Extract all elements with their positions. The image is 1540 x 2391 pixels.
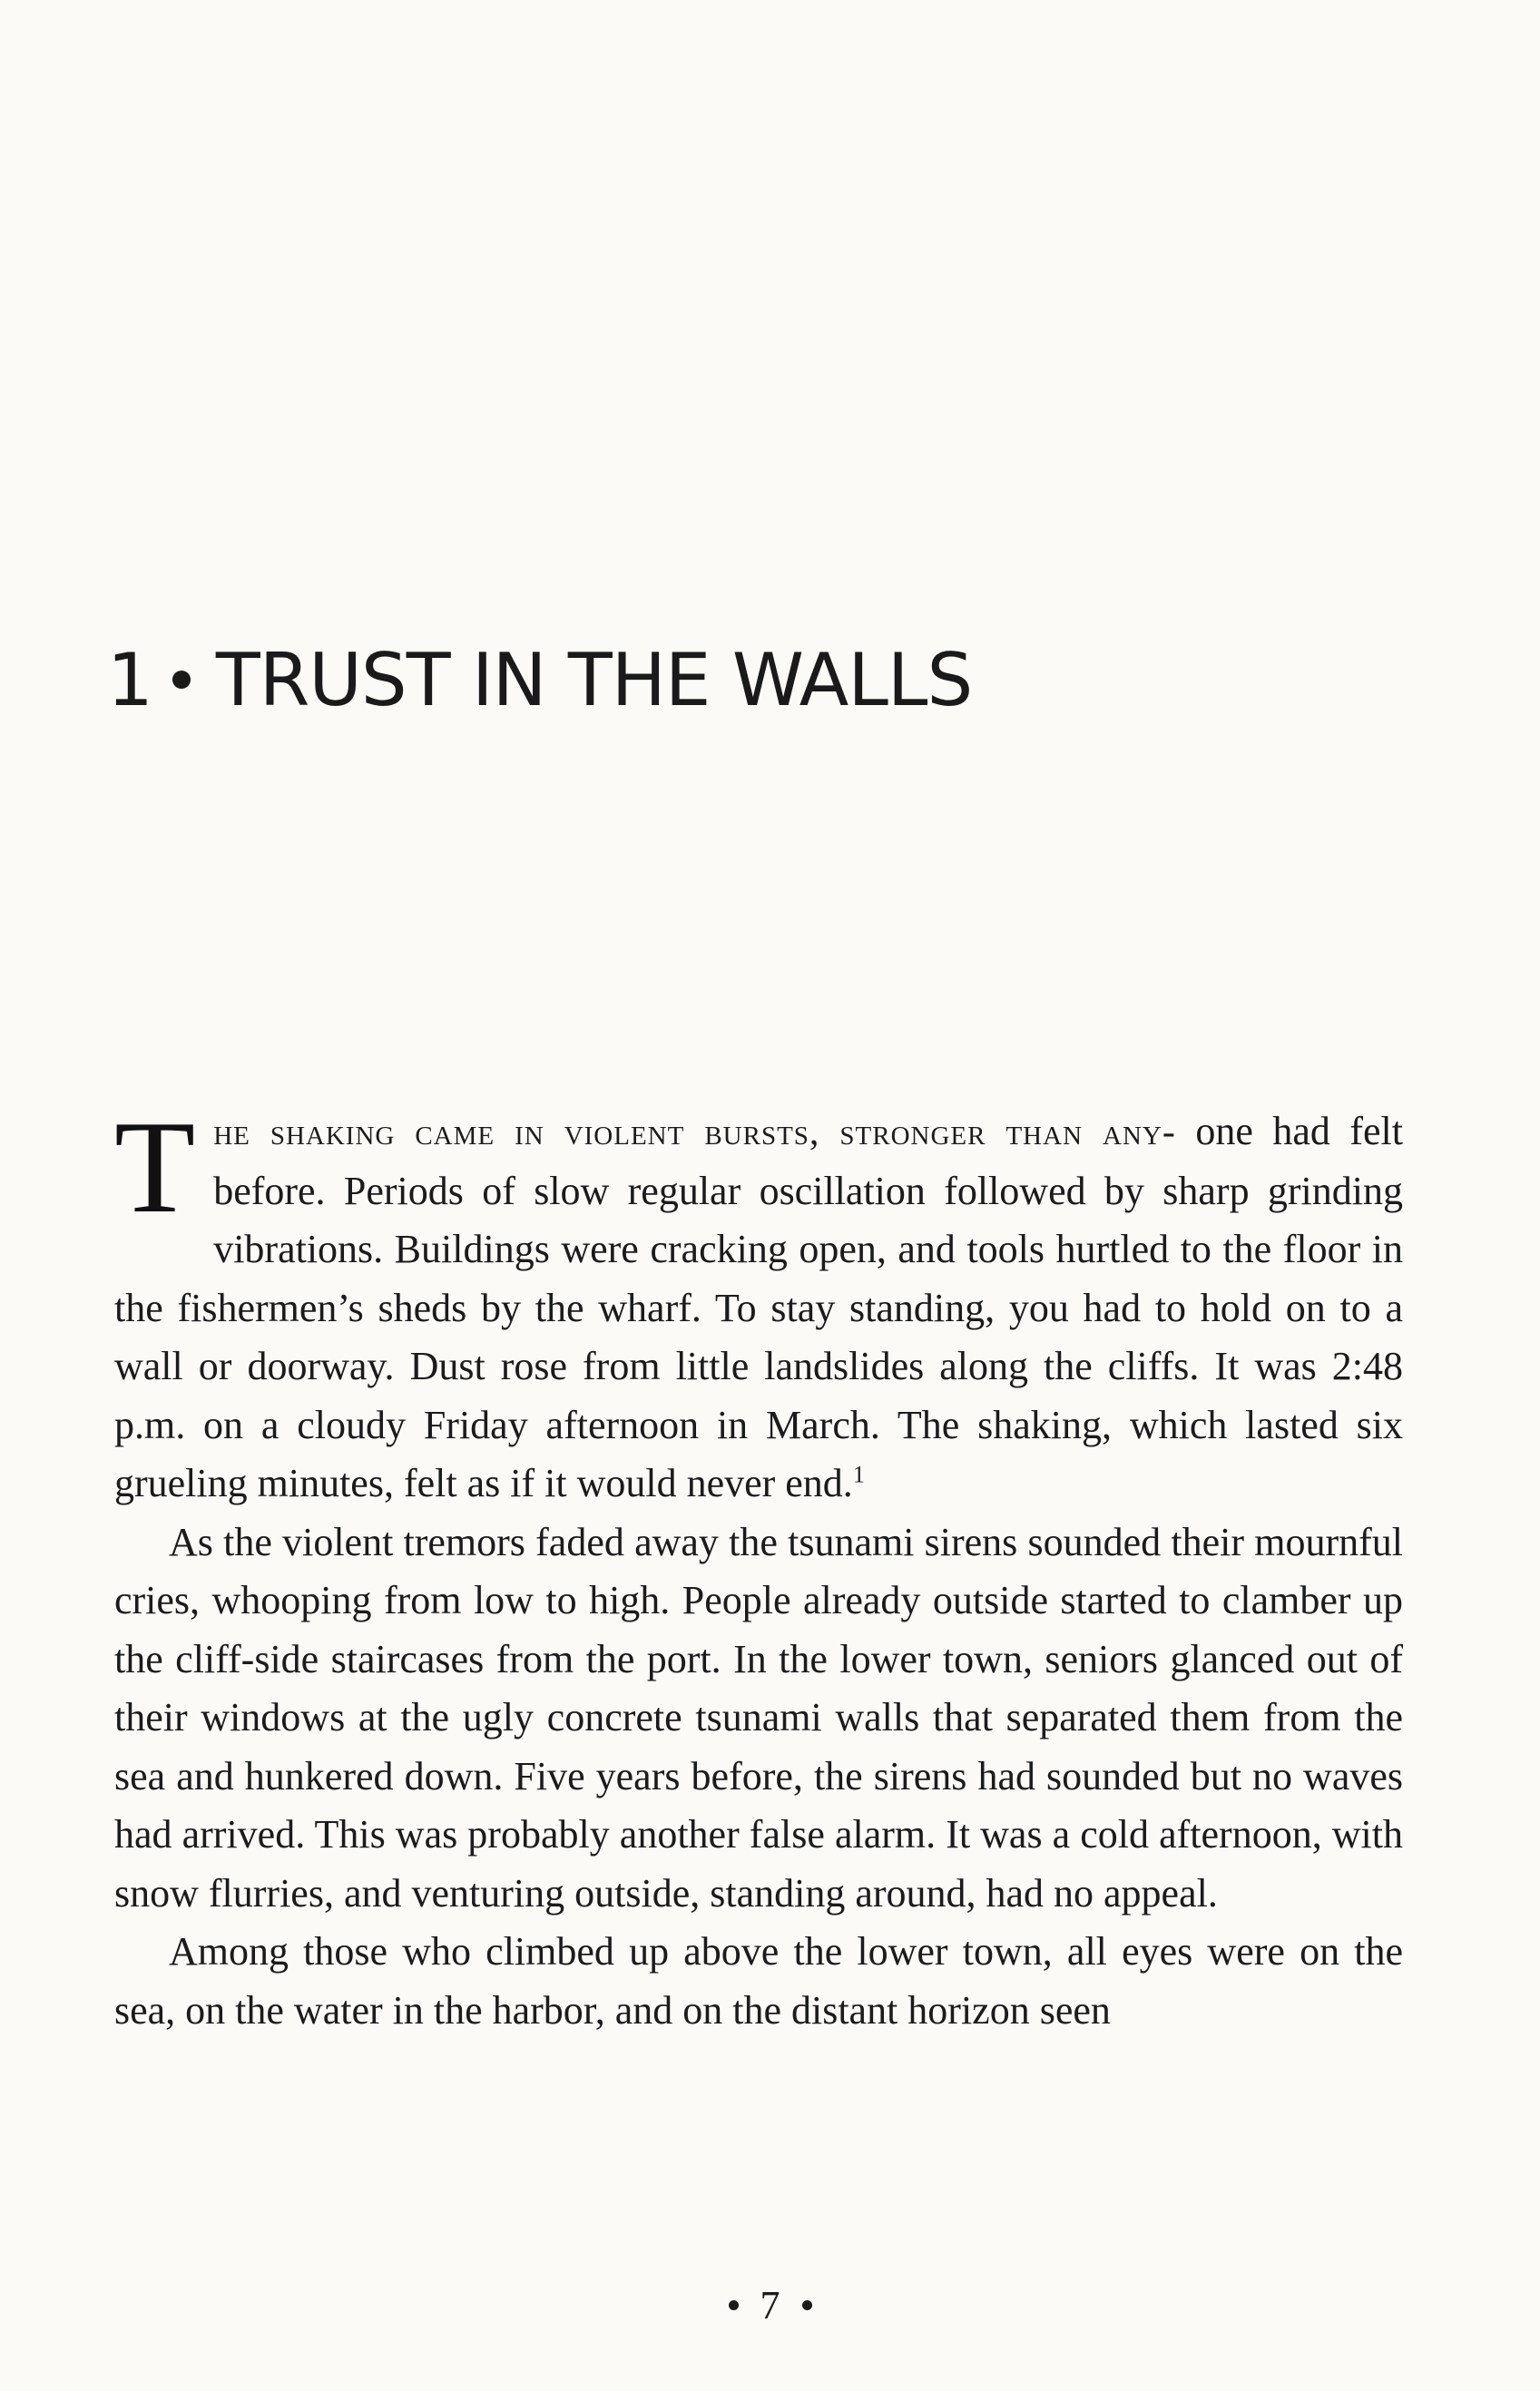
chapter-heading — [107, 635, 972, 726]
folio-bullet-right — [802, 2300, 812, 2310]
paragraph-3: Among those who climbed up above the lower town, all eyes were on the sea, on the water in the harbor, and on the distant horizon seen — [114, 1929, 1403, 2033]
chapter-title: TRUST IN THE WALLS — [215, 638, 973, 722]
chapter-number: 1 — [107, 638, 152, 722]
footnote-marker: 1 — [852, 1461, 865, 1488]
folio-bullet-left — [729, 2300, 739, 2310]
paragraph-2: As the violent tremors faded away the tsunami sirens sounded their mournful cries, whooping from low to high. People already outside started to clamber up the cliff-side staircases from the port. In the lower town, seniors glanced out of their windows at the ugly concrete tsunami walls that separated them from the sea and hunkered down. Five years before, the sirens had sounded but no waves had arrived. This was probably another false alarm. It was a cold afternoon, with snow flurries, and venturing outside, standing around, had no appeal. — [114, 1519, 1403, 1916]
page-number-footer — [0, 2283, 1540, 2328]
paragraph-1 — [114, 1093, 1404, 1514]
chapter-body — [114, 1093, 1404, 2040]
bullet-separator — [172, 671, 191, 689]
drop-cap: T — [114, 1093, 196, 1240]
page-number: 7 — [760, 2283, 780, 2327]
paragraph-1-text: one had felt before. Periods of slow regular oscillation followed by sharp grinding vibrations. Buildings were cracking open, and tools hurtled to the floor in the fishermen’s sheds by the wharf. To stay standing, you had to hold on to a wall or doorway. Dust rose from little landslides along the cliffs. It was 2:48 p.m. on a cloudy Friday afternoon in March. The shaking, which lasted six grueling minutes, felt as if it would never end. — [114, 1109, 1404, 1505]
small-caps-lead: he shaking came in violent bursts, stronger than any- — [213, 1112, 1176, 1153]
